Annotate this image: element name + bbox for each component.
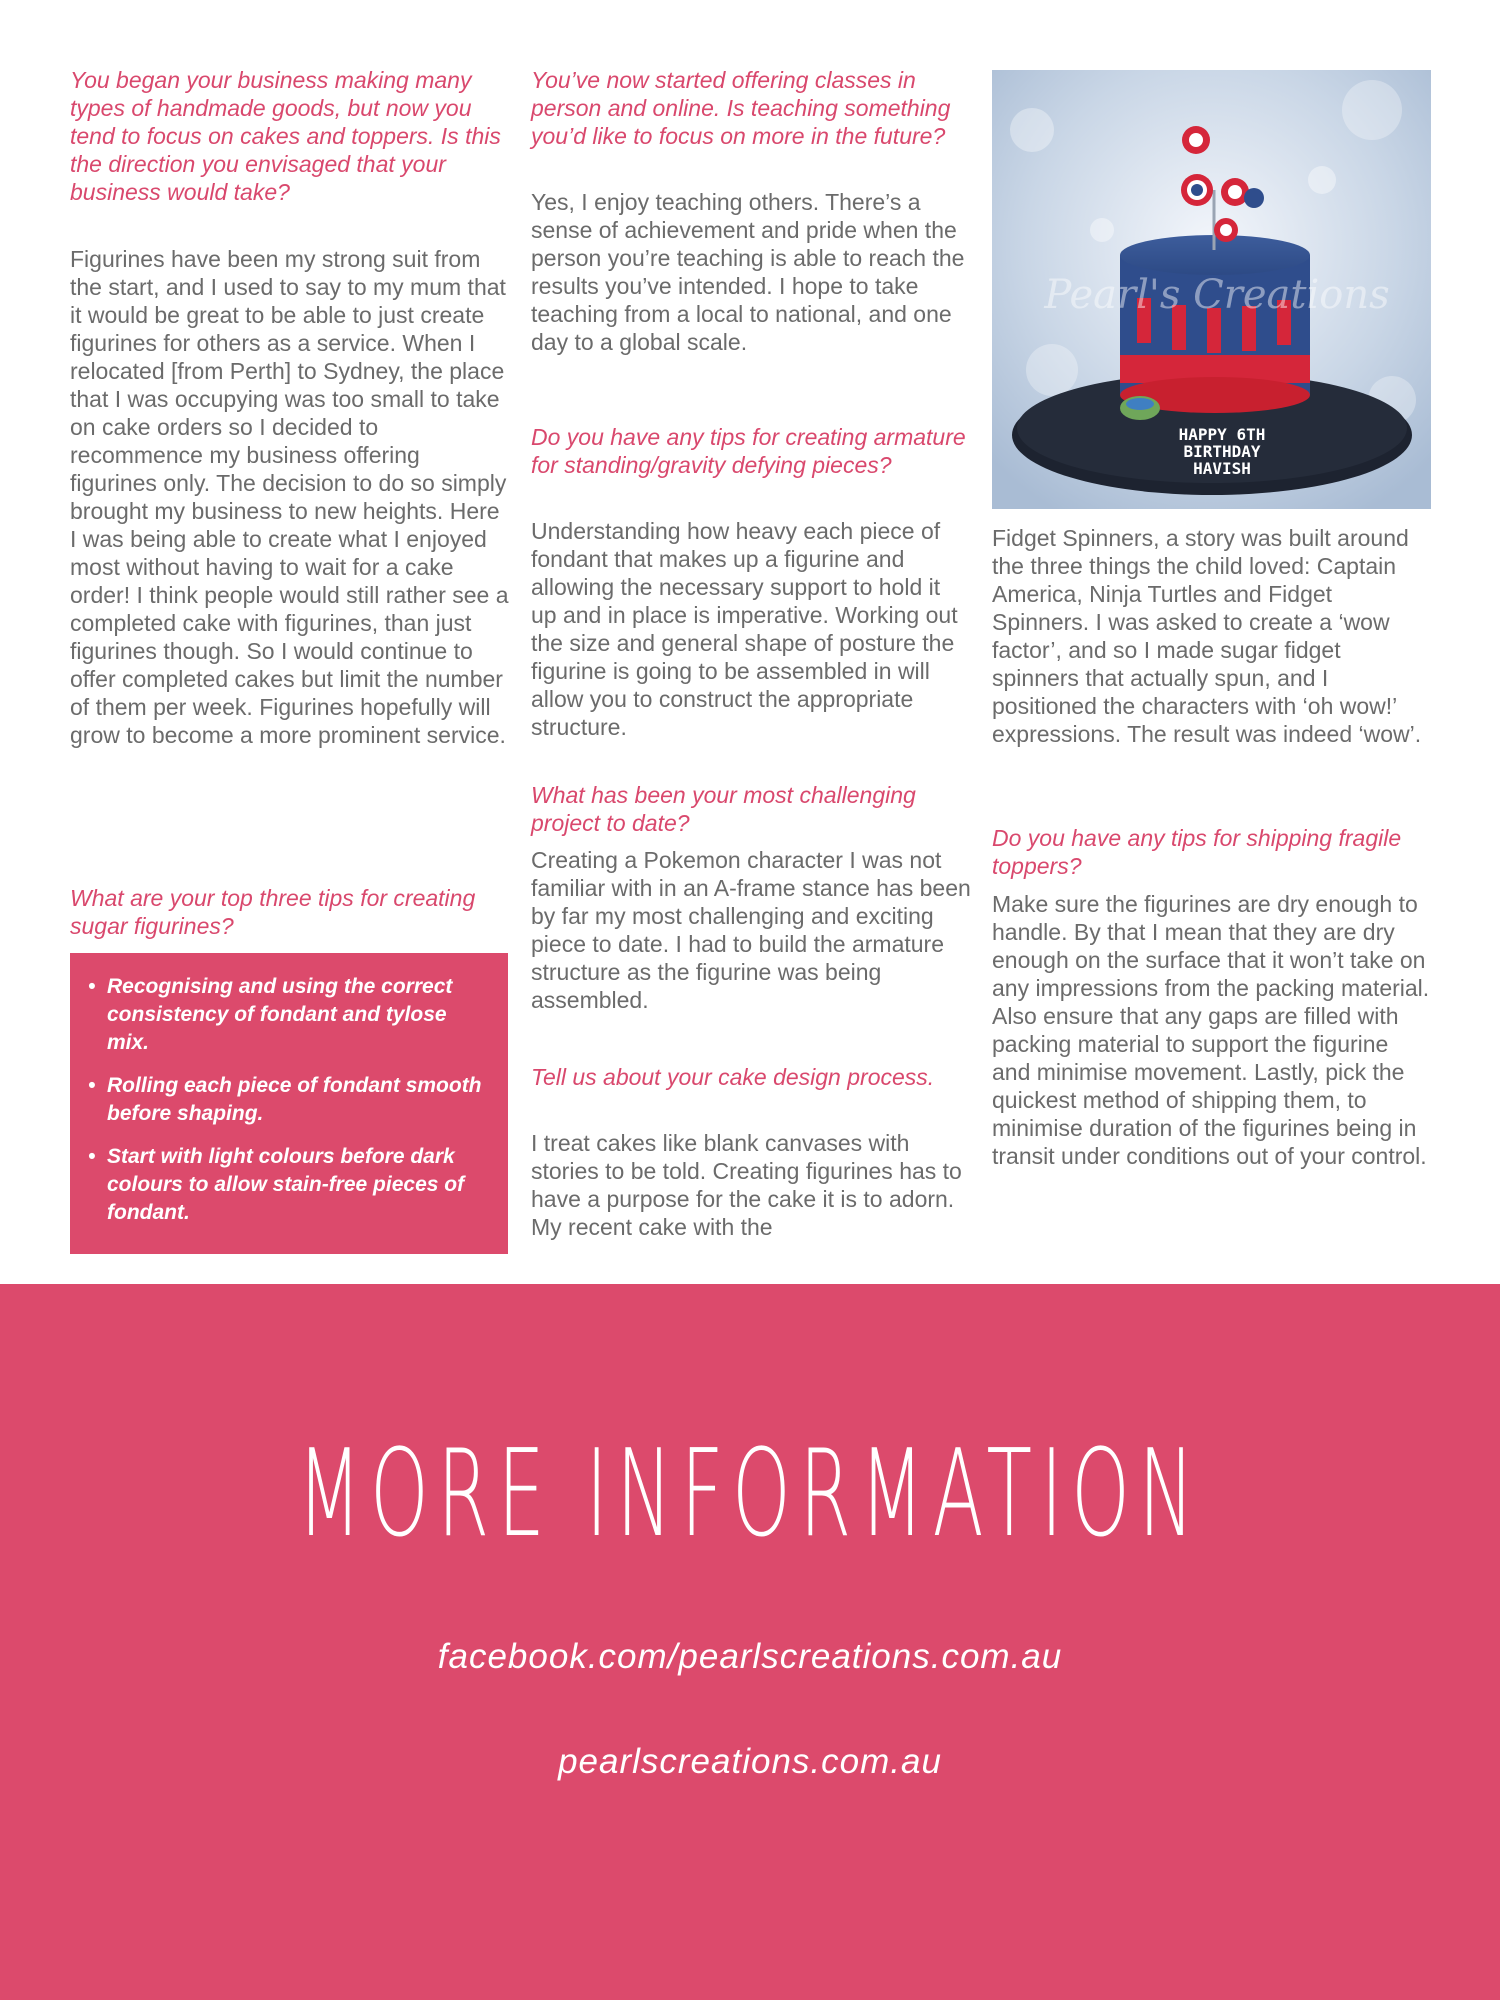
facebook-link[interactable]: facebook.com/pearlscreations.com.au (437, 1637, 1063, 1676)
question-top-tips: What are your top three tips for creating sugar figurines? (70, 885, 476, 939)
tip-item (88, 1143, 494, 1227)
tip-text: Rolling each piece of fondant smooth before shaping. (107, 1074, 482, 1125)
question-teaching: You’ve now started offering classes in person and online. Is teaching something you’d like to focus on more in the future? (531, 67, 951, 149)
cake-photo (992, 70, 1431, 509)
answer-shipping: Make sure the figurines are dry enough to handle. By that I mean that they are dry enough on the surface that it won’t take on any impressions from the packing material. Also ensure that any gaps are filled with packing material to support the figurine and minimise movement. Lastly, pick the quickest method of shipping them, to minimise duration of the figurines being in transit under conditions out of your control. (992, 891, 1430, 1169)
question-business-direction: You began your business making many types of handmade goods, but now you tend to focus on cakes and toppers. Is this the direction you envisaged that your business would take? (70, 67, 501, 205)
tip-text: Recognising and using the correct consistency of fondant and tylose mix. (107, 975, 453, 1054)
tip-text: Start with light colours before dark colours to allow stain-free pieces of fondant. (107, 1145, 465, 1224)
bullet: • (88, 975, 96, 998)
cake-line-3: HAVISH (1193, 459, 1251, 478)
answer-teaching: Yes, I enjoy teaching others. There’s a sense of achievement and pride when the person you’re teaching is able to reach the results you’ve intended. I hope to take teaching from a local to national, and one day to a global scale. (531, 189, 965, 355)
question-shipping: Do you have any tips for shipping fragile toppers? (992, 825, 1402, 879)
tips-box (70, 953, 508, 1254)
cake-line-1: HAPPY 6TH (1178, 425, 1266, 444)
photo-watermark: Pearl's Creations (1044, 272, 1390, 318)
question-design-process: Tell us about your cake design process. (531, 1064, 935, 1090)
bullet: • (88, 1145, 96, 1168)
answer-armature: Understanding how heavy each piece of fondant that makes up a figurine and allowing the necessary support to hold it up and in place is imperative. Working out the size and general shape of posture the figurine is going to be assembled in will allow you to construct the appropriate structure. (531, 518, 958, 740)
question-challenging-project: What has been your most challenging project to date? (531, 782, 916, 836)
website-link[interactable]: pearlscreations.com.au (558, 1742, 942, 1781)
answer-design-process-continued: Fidget Spinners, a story was built around the three things the child loved: Captain America, Ninja Turtles and Fidget Spinners. I was asked to create a ‘wow factor’, and so I made sugar fidget spinners that actually spun, and I positioned the characters with ‘oh wow!’ expressions. The result was indeed ‘wow’. (992, 525, 1422, 747)
question-armature: Do you have any tips for creating armature for standing/gravity defying pieces? (531, 424, 966, 478)
cake-line-2: BIRTHDAY (1183, 442, 1261, 461)
more-information-title: MORE INFORMATION (297, 1425, 1203, 1564)
bullet: • (88, 1074, 96, 1097)
tip-item (88, 973, 494, 1057)
answer-design-process: I treat cakes like blank canvases with stories to be told. Creating figurines has to have a purpose for the cake it is to adorn. My recent cake with the (531, 1130, 962, 1240)
tip-item (88, 1072, 494, 1128)
answer-challenging-project: Creating a Pokemon character I was not familiar with in an A-frame stance has been by far my most challenging and exciting piece to date. I had to build the armature structure as the figurine was being assembled. (531, 847, 971, 1013)
answer-business-direction: Figurines have been my strong suit from the start, and I used to say to my mum that it would be great to be able to just create figurines for others as a service. When I relocated [from Perth] to Sydney, the place that I was occupying was too small to take on cake orders so I decided to recommence my business offering figurines only. The decision to do so simply brought my business to new heights. Here I was being able to create what I enjoyed most without having to wait for a cake order! I think people would still rather see a completed cake with figurines, than just figurines though. So I would continue to offer completed cakes but limit the number of them per week. Figurines hopefully will grow to become a more prominent service. (70, 246, 509, 748)
